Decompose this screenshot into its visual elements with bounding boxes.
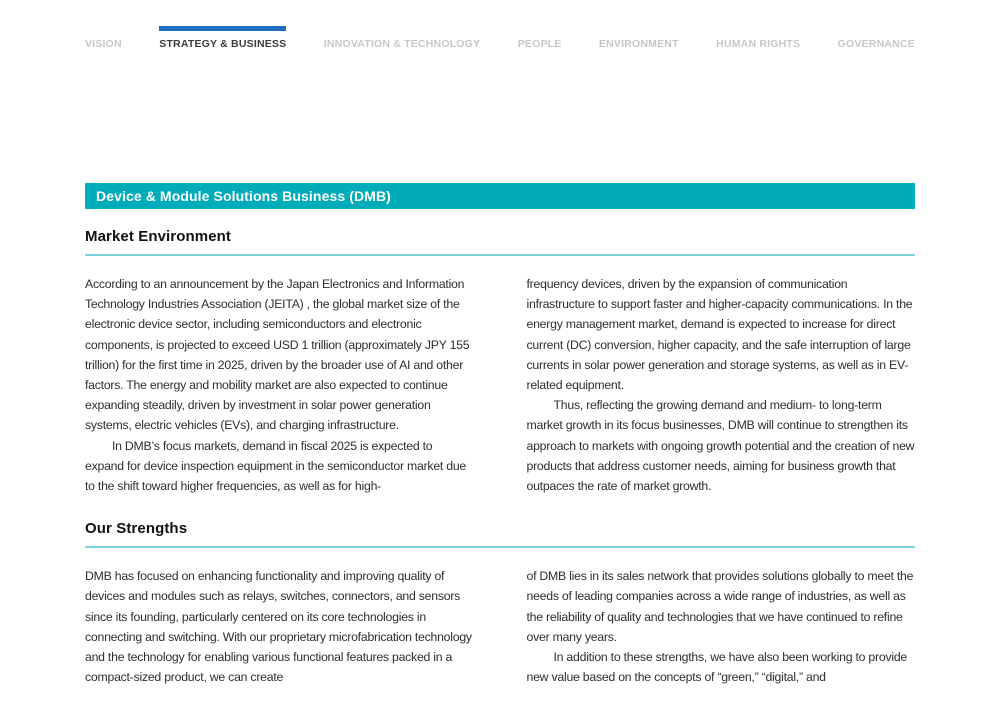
tab-label: HUMAN RIGHTS (716, 38, 801, 50)
tab-label: PEOPLE (517, 38, 562, 50)
tab-human-rights[interactable] (716, 26, 800, 50)
tab-environment[interactable] (599, 26, 679, 50)
right-column (527, 274, 916, 496)
paragraph: In addition to these strengths, we have also been working to provide new value based on the concepts of “green,” “digital,” and (526, 650, 908, 685)
tab-label: VISION (85, 38, 122, 50)
tab-vision[interactable] (85, 26, 122, 50)
tab-innovation-technology[interactable] (324, 26, 480, 50)
tab-indicator (518, 26, 562, 31)
section-heading: Market Environment (85, 228, 915, 256)
tab-indicator (599, 26, 679, 31)
tab-label: GOVERNANCE (837, 38, 915, 50)
tab-indicator (324, 26, 480, 31)
tab-label: STRATEGY & BUSINESS (159, 38, 287, 50)
banner-title: Device & Module Solutions Business (DMB) (96, 188, 391, 204)
two-column-text (85, 566, 915, 687)
left-column (85, 274, 474, 496)
tab-strategy-business[interactable] (159, 26, 286, 50)
top-navigation (85, 0, 915, 50)
section-banner (85, 183, 915, 209)
page-content (85, 0, 915, 687)
section-heading: Our Strengths (85, 520, 915, 548)
tab-people[interactable] (518, 26, 562, 50)
paragraph: In DMB’s focus markets, demand in fiscal 2025 is expected to expand for device inspection equipment in the semiconductor market due to the shift toward higher frequencies, as well as for high- (85, 438, 467, 494)
tab-indicator (838, 26, 915, 31)
paragraph: According to an announcement by the Japan Electronics and Information Technology Industries Association (JEITA) , the global market size of the electronic device sector, including semiconductors and electronic components, is projected to exceed USD 1 trillion (approximately JPY 155 trillion) for the first time in 2025, driven by the broader use of AI and other factors. The energy and mobility market are also expected to continue expanding steadily, driven by investment in solar power generation systems, electric vehicles (EVs), and charging infrastructure. (85, 277, 470, 433)
paragraph: DMB has focused on enhancing functionality and improving quality of devices and modules such as relays, switches, connectors, and sensors since its founding, particularly centered on its core technologies in connecting and switching. With our proprietary microfabrication technology and the technology for enabling various functional features packed in a compact-sized product, we can create (85, 569, 472, 685)
right-column (527, 566, 916, 687)
tab-label: ENVIRONMENT (598, 38, 679, 50)
paragraph: Thus, reflecting the growing demand and medium- to long-term market growth in its focus businesses, DMB will continue to strengthen its approach to markets with ongoing growth potential and the creation of new products that address customer needs, aiming for business growth that outpaces the rate of market growth. (526, 398, 915, 494)
tab-label: INNOVATION & TECHNOLOGY (323, 38, 481, 50)
tab-indicator (716, 26, 800, 31)
left-column (85, 566, 474, 687)
two-column-text (85, 274, 915, 496)
paragraph: frequency devices, driven by the expansion of communication infrastructure to support faster and higher-capacity communications. In the energy management market, demand is expected to increase for direct current (DC) conversion, higher capacity, and the safe interruption of large currents in solar power generation and storage systems, as well as in EV-related equipment. (526, 277, 913, 393)
section-market-environment (85, 228, 915, 496)
active-tab-indicator (159, 26, 286, 31)
tab-indicator (85, 26, 122, 31)
paragraph: of DMB lies in its sales network that provides solutions globally to meet the needs of leading companies across a wide range of industries, as well as the reliability of quality and technologies that we have continued to refine over many years. (526, 569, 914, 644)
tab-governance[interactable] (838, 26, 915, 50)
section-our-strengths (85, 520, 915, 687)
